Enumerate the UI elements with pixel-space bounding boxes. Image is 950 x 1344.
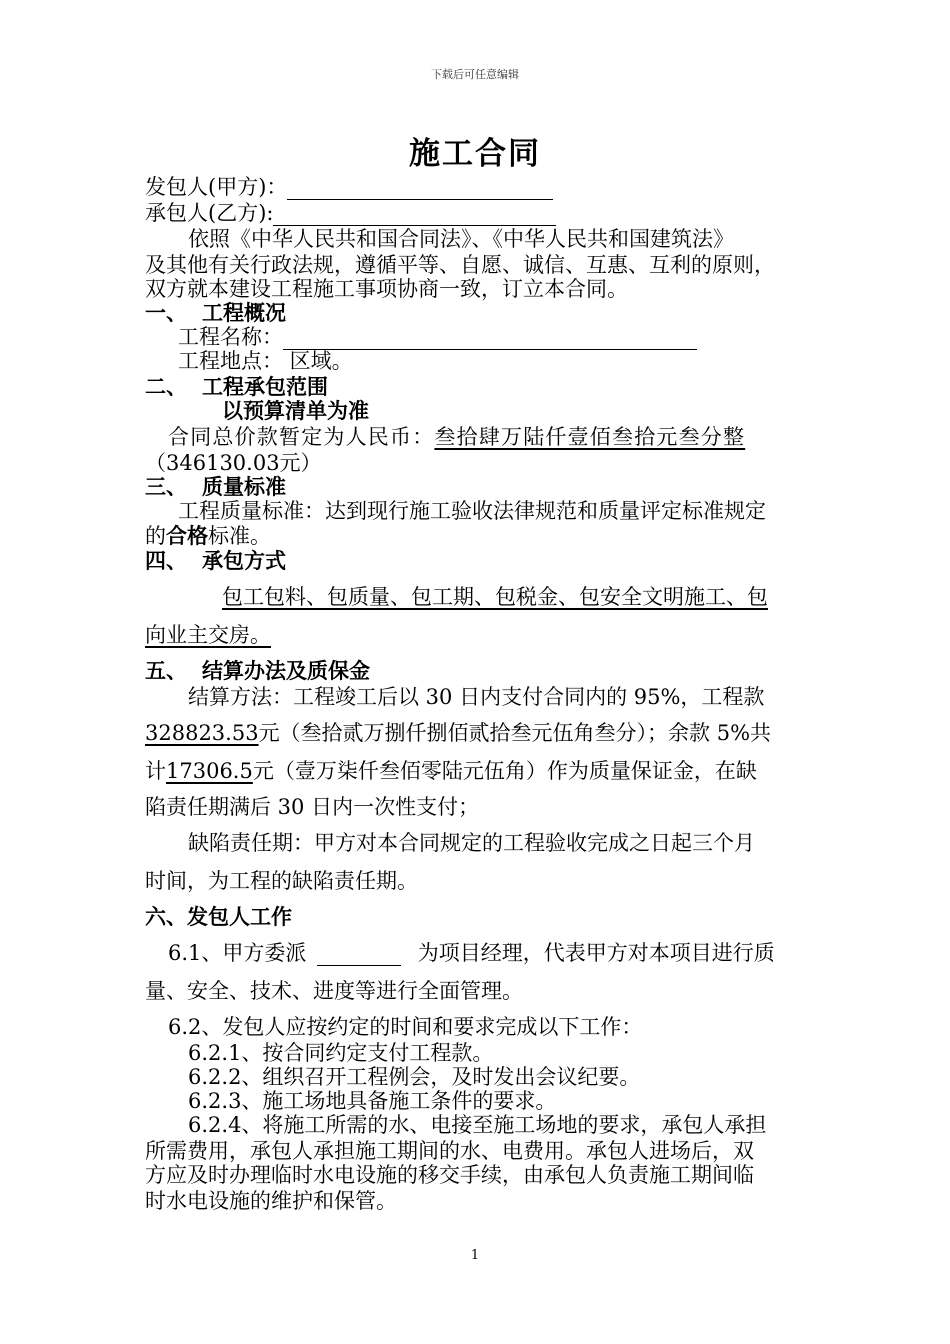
retention-amount: 17306.5 xyxy=(166,759,253,783)
project-name-label: 工程名称： xyxy=(178,325,283,349)
pm-post: 为项目经理，代表甲方对本项目进行质 xyxy=(417,941,775,965)
section-4-number: 四、 xyxy=(145,548,187,573)
quality-line-2 xyxy=(145,523,271,549)
retention-pre: 计 xyxy=(145,759,166,783)
settlement-line-3 xyxy=(145,758,757,784)
contract-mode-line-2: 向业主交房。 xyxy=(145,623,271,647)
settlement-line-1: 结算方法：工程竣工后以 30 日内支付合同内的 95%，工程款 xyxy=(188,685,765,709)
duty-item-4-line-2: 所需费用，承包人承担施工期间的水、电费用。承包人进场后，双 xyxy=(145,1139,754,1163)
settlement-line-4: 陷责任期满后 30 日内一次性支付； xyxy=(145,795,480,819)
preamble-line-1: 依照《中华人民共和国合同法》、《中华人民共和国建筑法》 xyxy=(188,227,734,251)
defect-period-line-1: 缺陷责任期：甲方对本合同规定的工程验收完成之日起三个月 xyxy=(188,831,755,855)
section-1-number: 一、 xyxy=(145,300,187,325)
duty-item-4: 6.2.4、将施工所需的水、电接至施工场地的要求，承包人承担 xyxy=(188,1113,767,1137)
settlement-line-2 xyxy=(145,720,771,746)
project-name-line xyxy=(178,324,697,350)
section-2-number: 二、 xyxy=(145,374,187,399)
section-2-heading xyxy=(145,374,328,400)
duty-item-3: 6.2.3、施工场地具备施工条件的要求。 xyxy=(188,1089,557,1113)
project-name-blank xyxy=(283,329,697,350)
contract-scope: 以预算清单为准 xyxy=(222,398,369,423)
section-1-title: 工程概况 xyxy=(202,300,286,325)
retention-amount-words: 元（壹万柒仟叁佰零陆元伍角）作为质量保证金，在缺 xyxy=(252,759,757,783)
project-manager-blank xyxy=(317,945,401,966)
pm-line-1 xyxy=(168,940,775,966)
page-number: 1 xyxy=(470,1248,480,1263)
party-a-line xyxy=(145,174,553,200)
contract-price-line xyxy=(168,424,745,450)
section-5-title: 结算办法及质保金 xyxy=(202,658,370,683)
section-5-heading xyxy=(145,658,370,684)
section-2-title: 工程承包范围 xyxy=(202,374,328,399)
project-location: 工程地点： 区域。 xyxy=(178,349,353,373)
party-b-label: 承包人(乙方): xyxy=(145,201,274,225)
payment-amount: 328823.53 xyxy=(145,721,259,745)
preamble-line-3: 双方就本建设工程施工事项协商一致，订立本合同。 xyxy=(145,277,628,301)
section-3-heading xyxy=(145,474,286,500)
party-a-label: 发包人(甲方)： xyxy=(145,175,288,199)
duty-item-4-line-3: 方应及时办理临时水电设施的移交手续，由承包人负责施工期间临 xyxy=(145,1163,754,1187)
duty-item-1: 6.2.1、按合同约定支付工程款。 xyxy=(188,1041,494,1065)
section-3-number: 三、 xyxy=(145,474,187,499)
section-4-heading xyxy=(145,548,286,574)
pm-line-2: 量、安全、技术、进度等进行全面管理。 xyxy=(145,979,523,1003)
section-5-number: 五、 xyxy=(145,658,187,683)
quality-grade: 合格 xyxy=(166,523,208,548)
quality-line-1: 工程质量标准：达到现行施工验收法律规范和质量评定标准规定 xyxy=(178,499,766,523)
contract-price-label: 合同总价款暂定为人民币： xyxy=(168,425,435,449)
document-title: 施工合同 xyxy=(409,136,541,172)
employer-duties-intro: 6.2、发包人应按约定的时间和要求完成以下工作： xyxy=(168,1015,643,1039)
payment-amount-words: 元（叁拾贰万捌仟捌佰贰拾叁元伍角叁分）；余款 5%共 xyxy=(258,721,772,745)
duty-item-4-line-4: 时水电设施的维护和保管。 xyxy=(145,1189,397,1213)
quality-text-pre: 的 xyxy=(145,524,166,548)
party-b-line xyxy=(145,200,556,226)
contract-price-words: 叁拾肆万陆仟壹佰叁拾元叁分整 xyxy=(434,425,746,449)
quality-text-post: 标准。 xyxy=(208,524,271,548)
pm-pre: 6.1、甲方委派 xyxy=(168,941,307,965)
party-b-blank xyxy=(273,205,556,226)
party-a-blank xyxy=(287,179,553,200)
section-1-heading xyxy=(145,300,286,326)
section-3-title: 质量标准 xyxy=(202,474,286,499)
defect-period-line-2: 时间，为工程的缺陷责任期。 xyxy=(145,869,418,893)
preamble-line-2: 及其他有关行政法规，遵循平等、自愿、诚信、互惠、互利的原则， xyxy=(145,253,775,277)
contract-mode-line-1: 包工包料、包质量、包工期、包税金、包安全文明施工、包 xyxy=(222,585,768,609)
header-note: 下载后可任意编辑 xyxy=(431,68,519,81)
duty-item-2: 6.2.2、组织召开工程例会，及时发出会议纪要。 xyxy=(188,1065,641,1089)
section-6-heading: 六、发包人工作 xyxy=(145,904,292,929)
section-4-title: 承包方式 xyxy=(202,548,286,573)
contract-price-number: （346130.03元） xyxy=(145,451,322,475)
